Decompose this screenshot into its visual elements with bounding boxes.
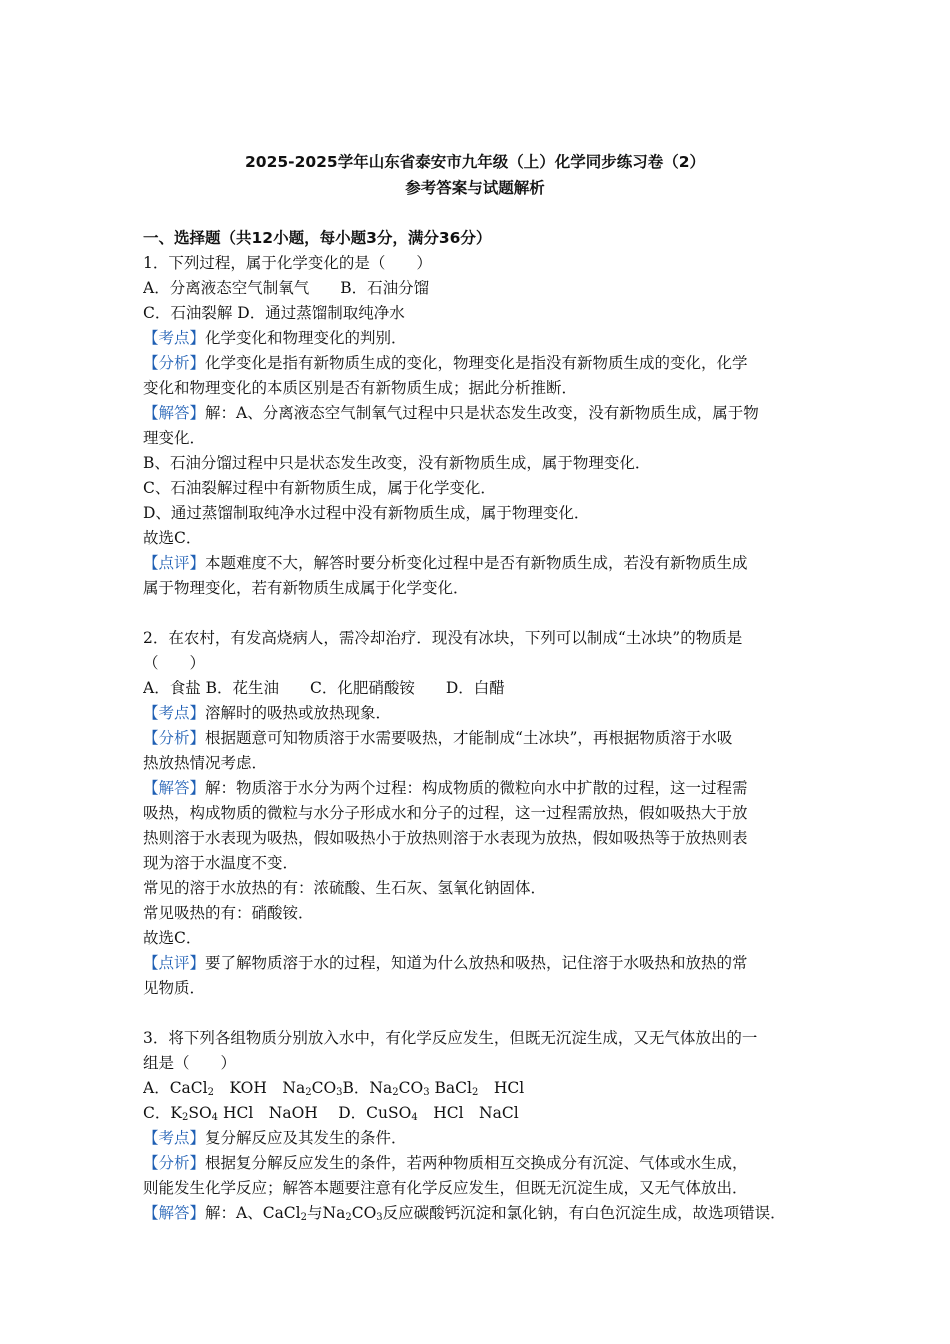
q2-answer: 故选C． — [143, 929, 202, 947]
q3-fenxi-cont: 则能发生化学反应；解答本题要注意有化学反应发生，但既无沉淀生成，又无气体放出． — [143, 1179, 748, 1197]
q2-jieda-5: 常见的溶于水放热的有：浓硫酸、生石灰、氢氧化钠固体． — [143, 879, 547, 897]
q2-dianping — [143, 951, 813, 976]
q1-stem: 1．下列过程，属于化学变化的是（ ） — [143, 254, 432, 272]
kaodian-tag: 【考点】 — [143, 704, 206, 722]
kaodian-text: 溶解时的吸热或放热现象． — [205, 704, 392, 722]
q2-jieda-3: 热则溶于水表现为吸热，假如吸热小于放热则溶于水表现为放热，假如吸热等于放热则表 — [143, 829, 748, 847]
q1-jieda-3: B、石油分馏过程中只是状态发生改变，没有新物质生成，属于物理变化． — [143, 454, 651, 472]
document-subtitle: 参考答案与试题解析 — [405, 179, 545, 197]
q2-stem: 2．在农村，有发高烧病人，需冷却治疗．现没有冰块，下列可以制成“土冰块”的物质是 — [143, 629, 743, 647]
q3-kaodian — [143, 1126, 813, 1151]
q3-stem-cont: 组是（ ） — [143, 1054, 237, 1072]
q1-dianping-cont: 属于物理变化，若有新物质生成属于化学变化． — [143, 579, 469, 597]
q3-jieda: 【解答】解：A、CaCl$_2$与$Na_2CO_3$反应碳酸钙沉淀和氯化钠，有白色沉淀生成，故选项错误． — [143, 1204, 786, 1223]
jieda-tag: 【解答】 — [143, 779, 206, 797]
q3-fenxi — [143, 1151, 813, 1176]
q1-fenxi-cont: 变化和物理变化的本质区别是否有新物质生成；据此分析推断． — [143, 379, 578, 397]
document-body — [143, 226, 813, 1226]
kaodian-text: 化学变化和物理变化的判别． — [205, 329, 407, 347]
q1-fenxi — [143, 351, 813, 376]
q2-dianping-cont: 见物质． — [143, 979, 206, 997]
fenxi-tag: 【分析】 — [143, 354, 206, 372]
dianping-tag: 【点评】 — [143, 954, 206, 972]
fenxi-text: 根据复分解反应发生的条件，若两种物质相互交换成分有沉淀、气体或水生成， — [205, 1154, 748, 1172]
q2-stem-cont: （ ） — [143, 654, 206, 672]
q2-jieda-4: 现为溶于水温度不变． — [143, 854, 299, 872]
jieda-text: 解：A、分离液态空气制氧气过程中只是状态发生改变，没有新物质生成，属于物 — [205, 404, 759, 422]
q2-options: A．食盐 B．花生油 C．化肥硝酸铵 D．白醋 — [143, 679, 505, 697]
q1-options-line-1: A．分离液态空气制氧气 B．石油分馏 — [143, 279, 430, 297]
document-title: 2025-2025学年山东省泰安市九年级（上）化学同步练习卷（2） — [245, 153, 705, 171]
jieda-text: 解：物质溶于水分为两个过程：构成物质的微粒向水中扩散的过程，这一过程需 — [205, 779, 748, 797]
q2-fenxi-cont: 热放热情况考虑． — [143, 754, 268, 772]
dianping-text: 本题难度不大，解答时要分析变化过程中是否有新物质生成，若没有新物质生成 — [205, 554, 748, 572]
dianping-text: 要了解物质溶于水的过程，知道为什么放热和吸热，记住溶于水吸热和放热的常 — [205, 954, 748, 972]
fenxi-tag: 【分析】 — [143, 729, 206, 747]
kaodian-text: 复分解反应及其发生的条件． — [205, 1129, 407, 1147]
section-heading: 一、选择题（共12小题，每小题3分，满分36分） — [143, 229, 492, 247]
q1-jieda — [143, 401, 813, 426]
q2-jieda — [143, 776, 813, 801]
fenxi-text: 化学变化是指有新物质生成的变化，物理变化是指没有新物质生成的变化，化学 — [205, 354, 748, 372]
q2-kaodian — [143, 701, 813, 726]
q2-jieda-2: 吸热，构成物质的微粒与水分子形成水和分子的过程，这一过程需放热，假如吸热大于放 — [143, 804, 748, 822]
q1-jieda-2: 理变化． — [143, 429, 206, 447]
fenxi-text: 根据题意可知物质溶于水需要吸热，才能制成“土冰块”，再根据物质溶于水吸 — [205, 729, 733, 747]
kaodian-tag: 【考点】 — [143, 329, 206, 347]
q2-fenxi — [143, 726, 813, 751]
q1-options-line-2: C．石油裂解 D．通过蒸馏制取纯净水 — [143, 304, 405, 322]
q1-answer: 故选C． — [143, 529, 202, 547]
jieda-tag: 【解答】 — [143, 404, 206, 422]
q2-jieda-6: 常见吸热的有：硝酸铵． — [143, 904, 314, 922]
q1-dianping — [143, 551, 813, 576]
kaodian-tag: 【考点】 — [143, 1129, 206, 1147]
q1-jieda-5: D、通过蒸馏制取纯净水过程中没有新物质生成，属于物理变化． — [143, 504, 590, 522]
q1-jieda-4: C、石油裂解过程中有新物质生成，属于化学变化． — [143, 479, 496, 497]
jieda-tag: 【解答】 — [143, 1204, 206, 1222]
q3-options-ab: A．CaCl$_2$ KOH $Na_2CO_3B$．$Na_2CO_3$ BaCl$_2$ HCl — [143, 1079, 525, 1098]
q3-options-cd: C．$K_2SO_4$ HCl NaOH D．CuSO$_4$ HCl NaCl — [143, 1104, 519, 1123]
dianping-tag: 【点评】 — [143, 554, 206, 572]
q1-kaodian — [143, 326, 813, 351]
q3-stem: 3．将下列各组物质分别放入水中，有化学反应发生，但既无沉淀生成，又无气体放出的一 — [143, 1029, 758, 1047]
fenxi-tag: 【分析】 — [143, 1154, 206, 1172]
